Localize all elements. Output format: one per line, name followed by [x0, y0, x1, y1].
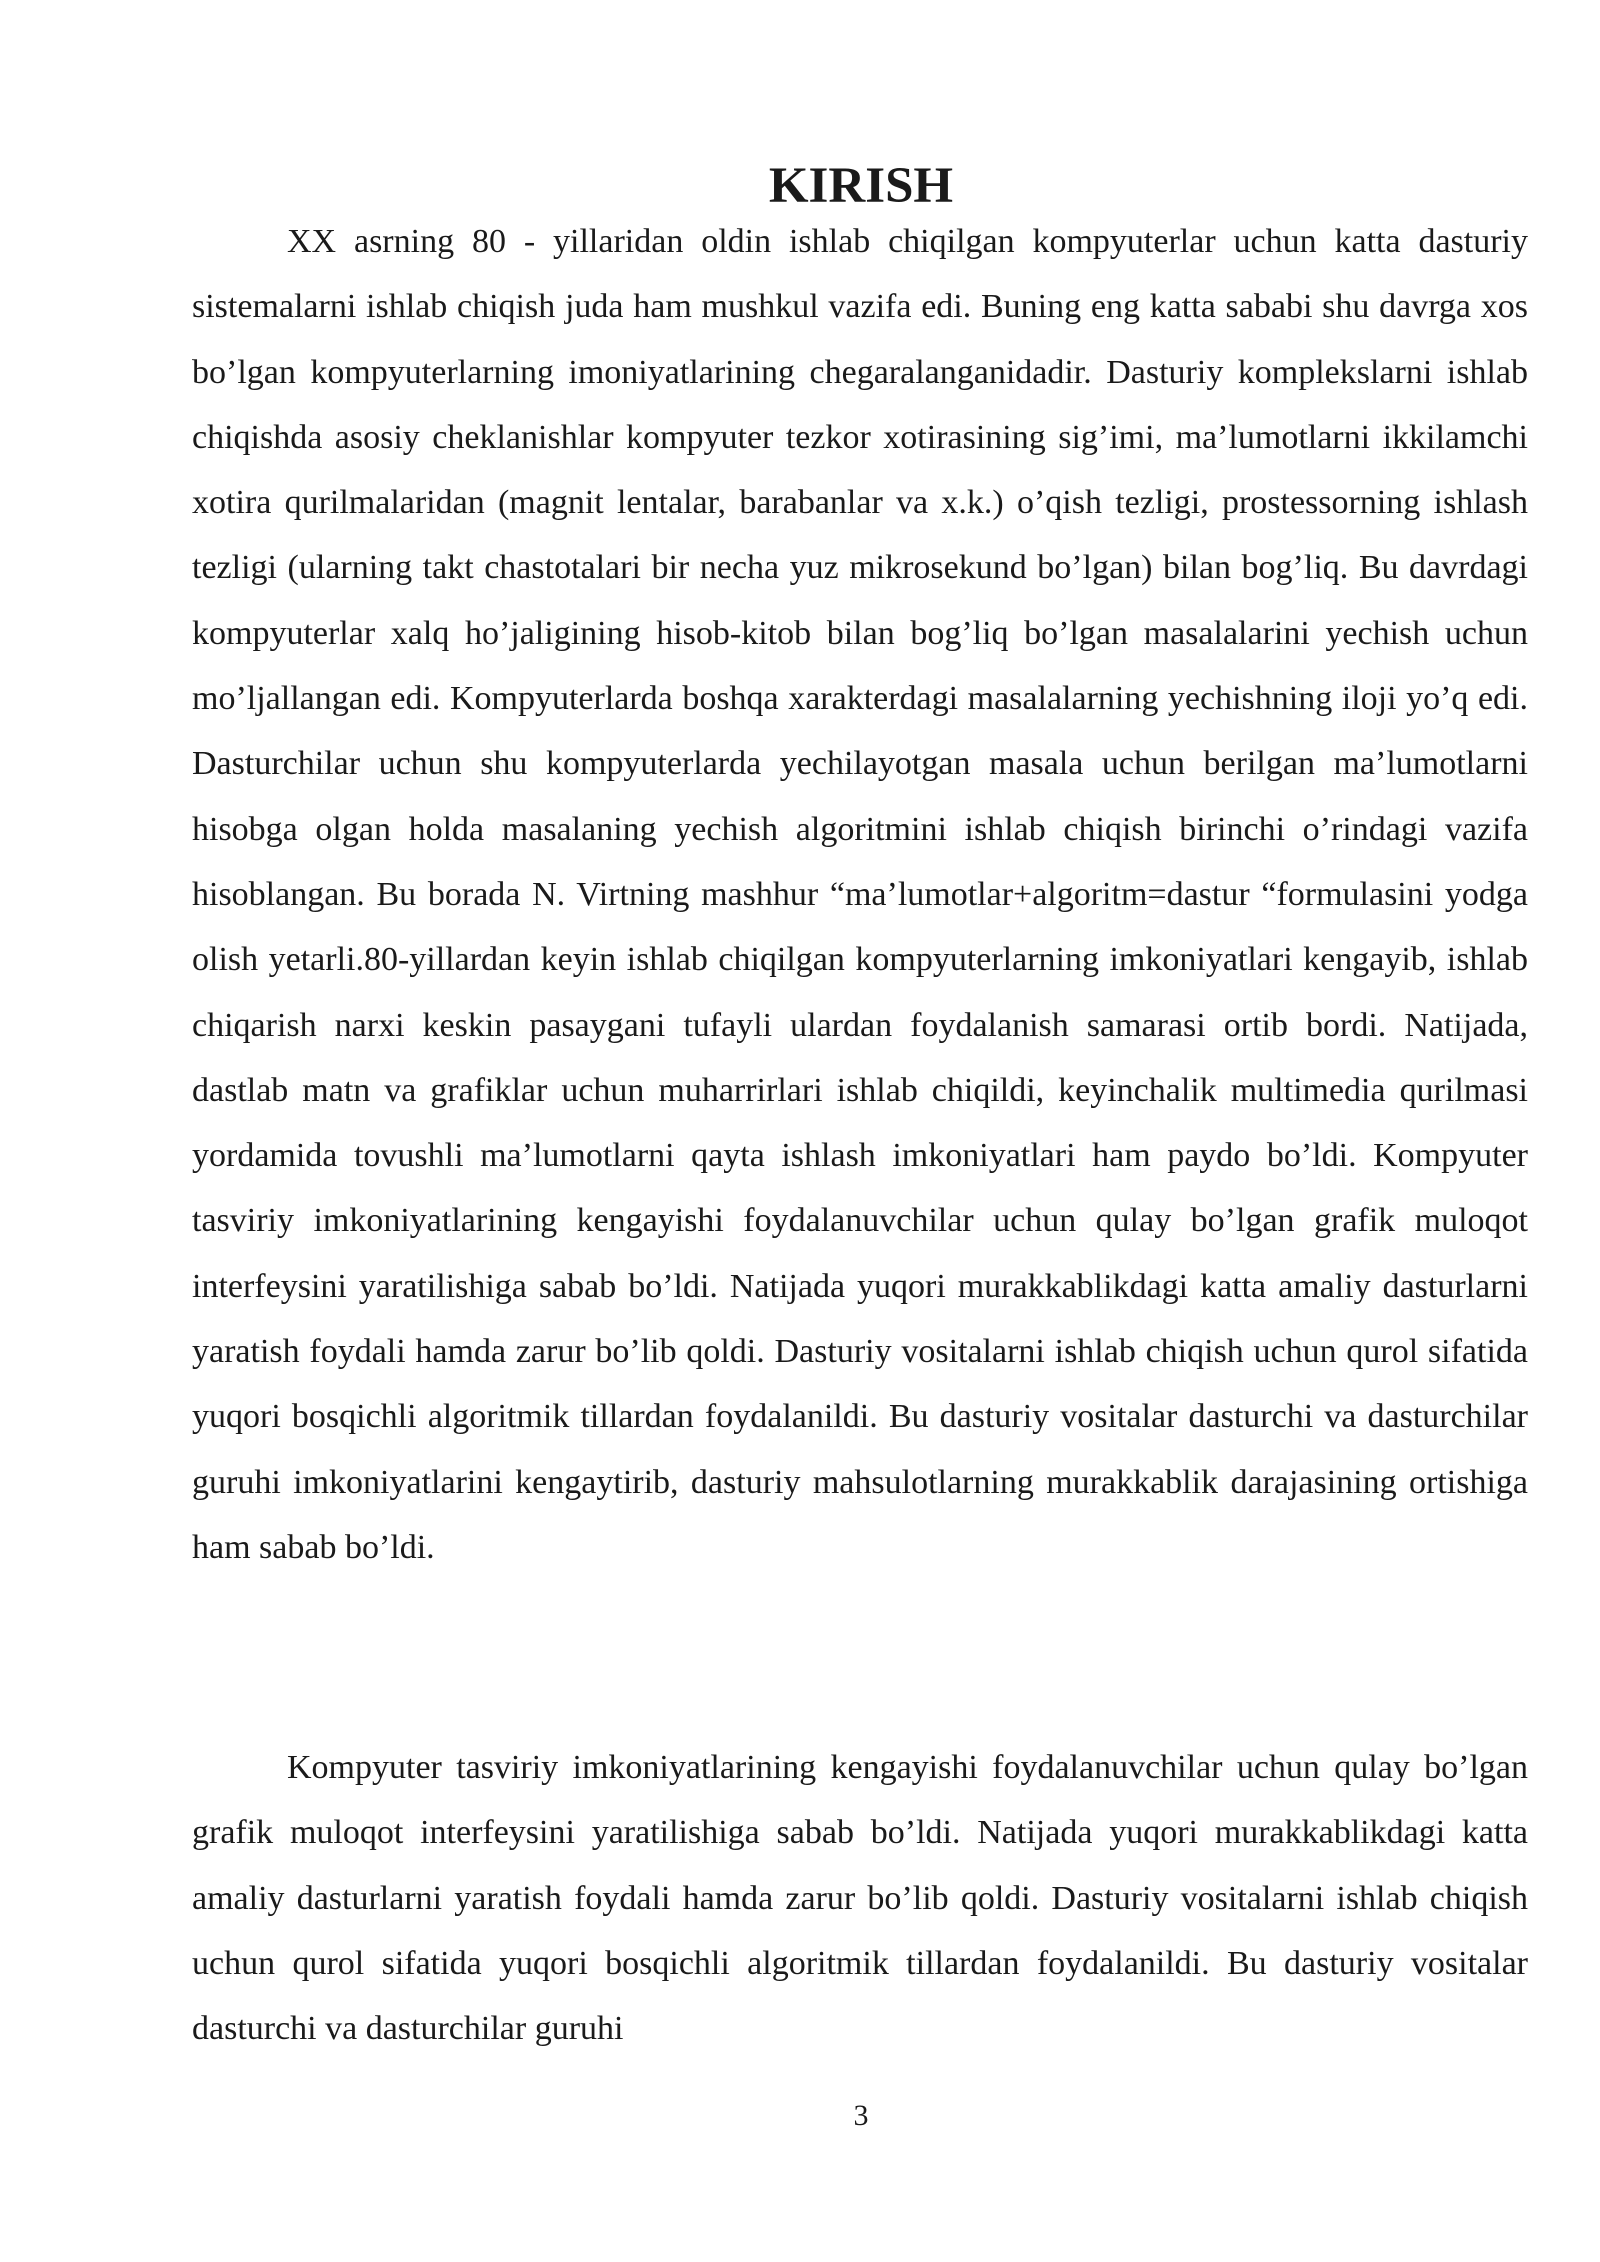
page-number: 3: [853, 2099, 869, 2132]
page-title: KIRISH: [768, 158, 954, 214]
body-paragraph-2: Kompyuter tasviriy imkoniyatlarining kengayishi foydalanuvchilar uchun qulay bo’lgan grafik muloqot interfeysini yaratilishiga sabab bo’ldi. Natijada yuqori murakkablikdagi katta amaliy dasturlarni yaratish foydali hamda zarur bo’lib qoldi. Dasturiy vositalarni ishlab chiqish uchun qurol sifatida yuqori bosqichli algoritmik tillardan foydalanildi. Bu dasturiy vositalar dasturchi va dasturchilar guruhi: [192, 1749, 1528, 2048]
body-paragraph-1: XX asrning 80 - yillaridan oldin ishlab chiqilgan kompyuterlar uchun katta dasturiy sistemalarni ishlab chiqish juda ham mushkul vazifa edi. Buning eng katta sababi shu davrga xos bo’lgan kompyuterlarning imoniyatlarining chegaralanganidadir. Dasturiy komplekslarni ishlab chiqishda asosiy cheklanishlar kompyuter tezkor xotirasining sig’imi, ma’lumotlarni ikkilamchi xotira qurilmalaridan (magnit lentalar, barabanlar va x.k.) o’qish tezligi, prostessorning ishlash tezligi (ularning takt chastotalari bir necha yuz mikrosekund bo’lgan) bilan bog’liq. Bu davrdagi kompyuterlar xalq ho’jaligining hisob-kitob bilan bog’liq bo’lgan masalalarini yechish uchun mo’ljallangan edi. Kompyuterlarda boshqa xarakterdagi masalalarning yechishning iloji yo’q edi. Dasturchilar uchun shu kompyuterlarda yechilayotgan masala uchun berilgan ma’lumotlarni hisobga olgan holda masalaning yechish algoritmini ishlab chiqish birinchi o’rindagi vazifa hisoblangan. Bu borada N. Virtning mashhur “ma’lumotlar+algoritm=dastur “formulasini yodga olish yetarli.80-yillardan keyin ishlab chiqilgan kompyuterlarning imkoniyatlari kengayib, ishlab chiqarish narxi keskin pasaygani tufayli ulardan foydalanish samarasi ortib bordi. Natijada, dastlab matn va grafiklar uchun muharrirlari ishlab chiqildi, keyinchalik multimedia qurilmasi yordamida tovushli ma’lumotlarni qayta ishlash imkoniyatlari ham paydo bo’ldi. Kompyuter tasviriy imkoniyatlarining kengayishi foydalanuvchilar uchun qulay bo’lgan grafik muloqot interfeysini yaratilishiga sabab bo’ldi. Natijada yuqori murakkablikdagi katta amaliy dasturlarni yaratish foydali hamda zarur bo’lib qoldi. Dasturiy vositalarni ishlab chiqish uchun qurol sifatida yuqori bosqichli algoritmik tillardan foydalanildi. Bu dasturiy vositalar dasturchi va dasturchilar guruhi imkoniyatlarini kengaytirib, dasturiy mahsulotlarning murakkablik darajasining ortishiga ham sabab bo’ldi.: [192, 223, 1528, 1566]
